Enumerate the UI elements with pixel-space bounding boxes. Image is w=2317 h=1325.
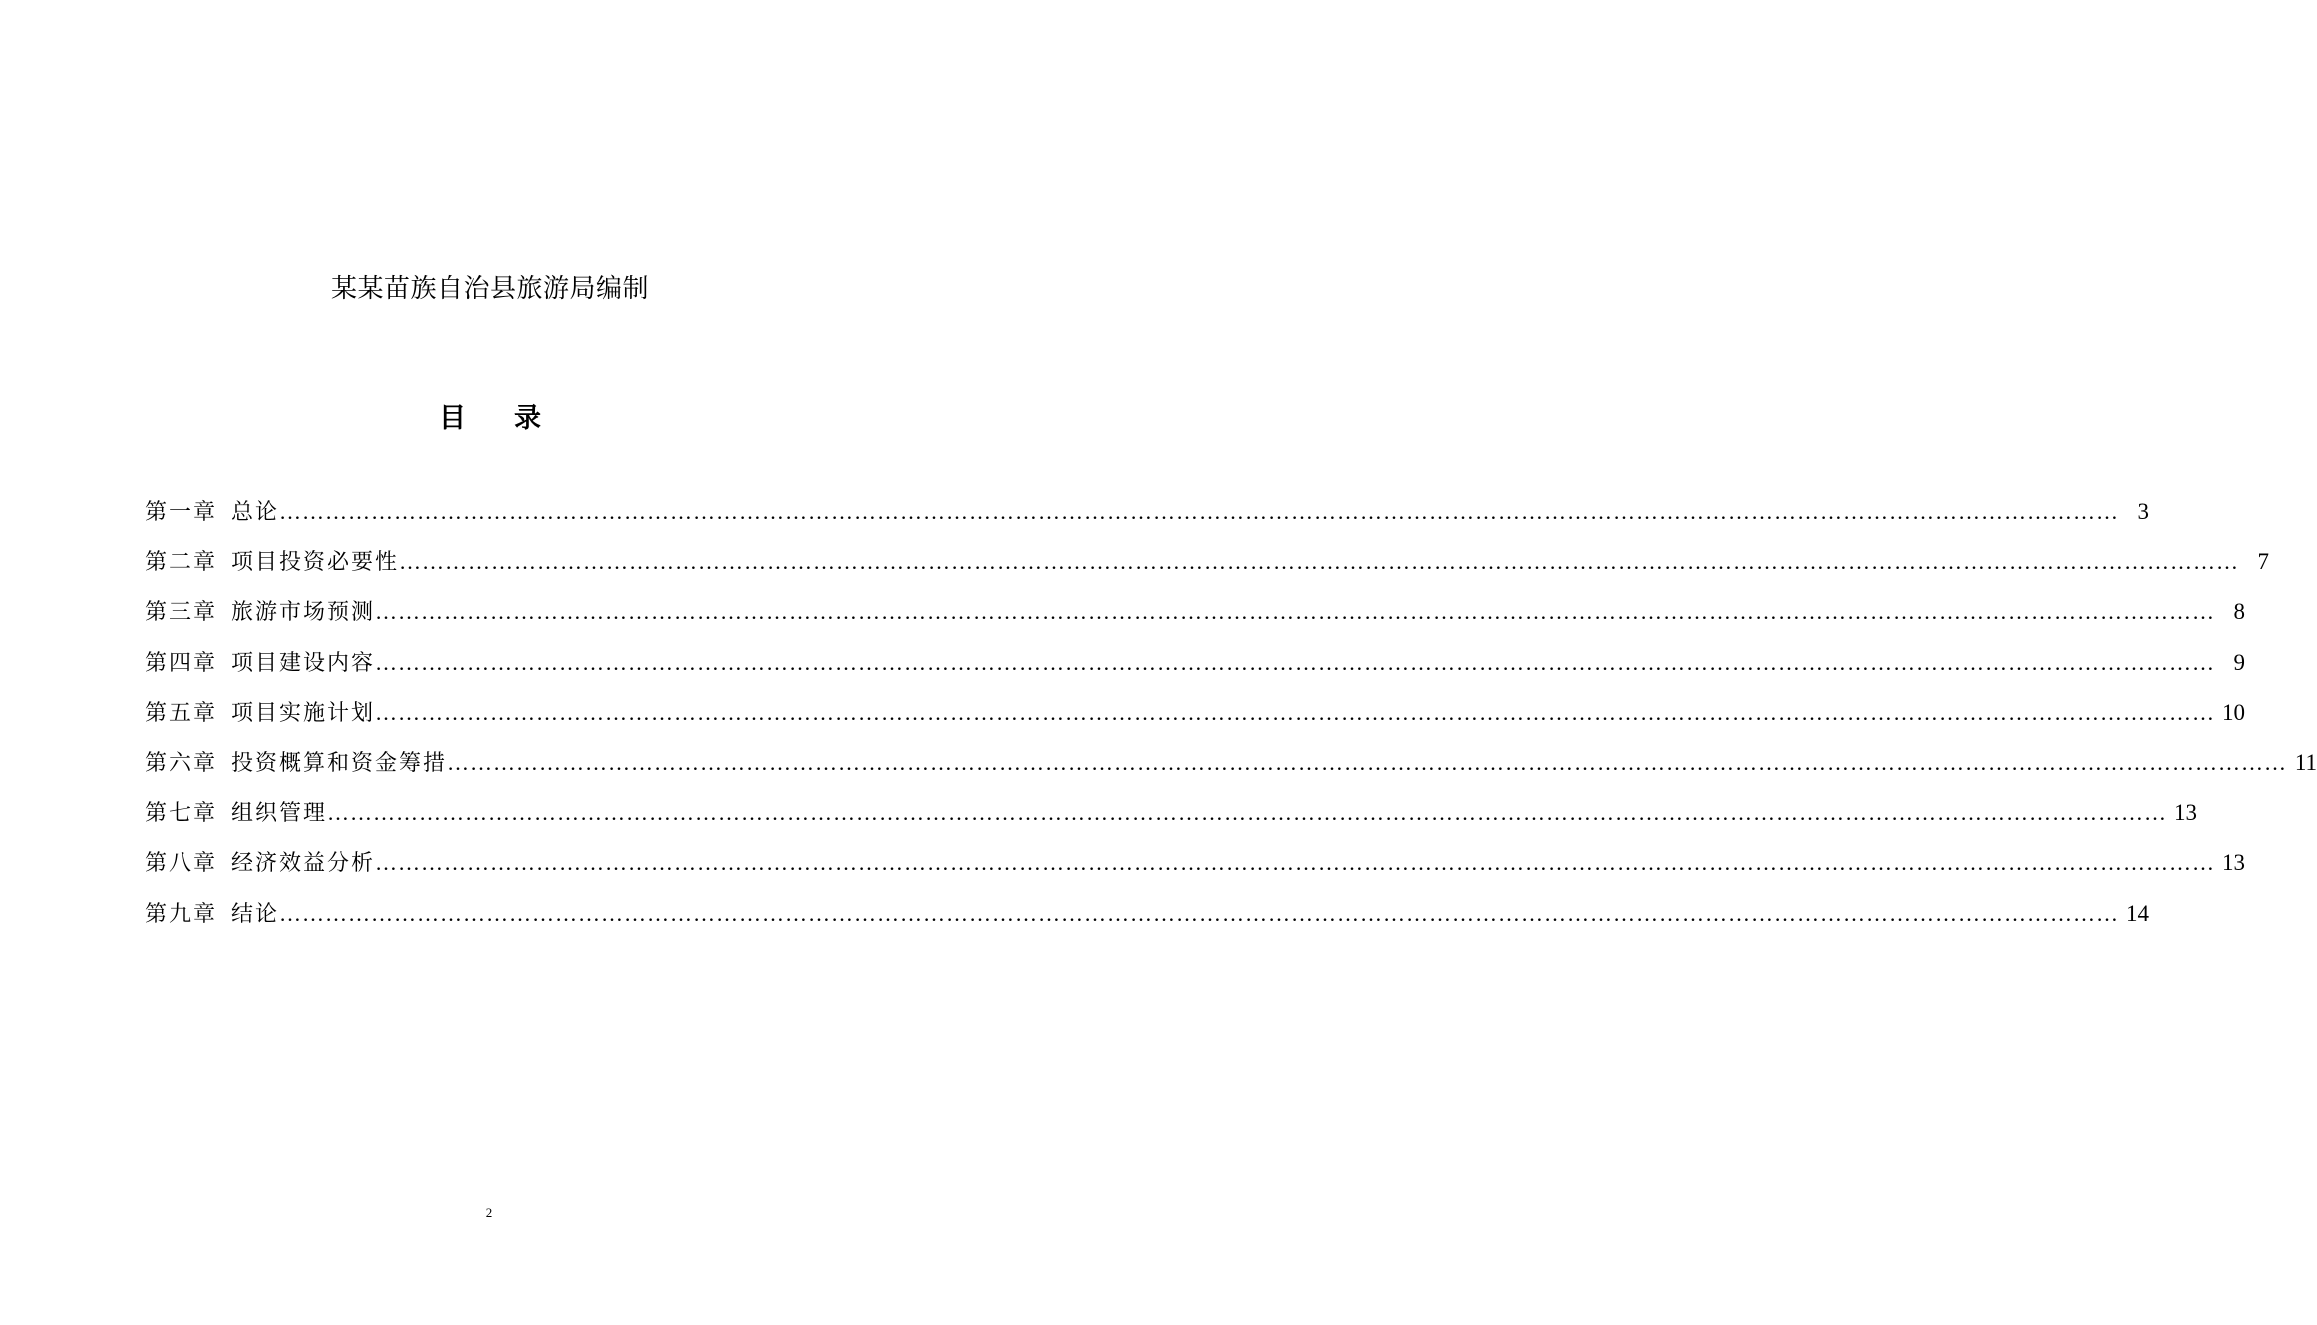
toc-entry-4[interactable] [145,646,2246,696]
toc-chapter: 第三章 [145,600,218,626]
toc-title: 总论 [231,500,280,525]
toc-leader: …………………………………………………………………………………………………………………………………………………………………………………………………………………… [375,599,2216,625]
toc-entry-9[interactable] [145,897,2150,947]
toc-entry-5[interactable] [145,696,2246,746]
toc-title: 组织管理 [231,801,328,827]
toc-chapter: 第七章 [145,801,218,827]
toc-page-number: 8 [2233,599,2246,625]
toc-chapter: 第四章 [145,650,218,676]
toc-leader: …………………………………………………………………………………………………………………………………………………………………………………………………………………… [327,800,2168,826]
toc-chapter: 第二章 [145,550,218,576]
toc-title: 项目实施计划 [231,700,376,726]
toc-chapter: 第一章 [145,500,218,525]
toc-page-number: 10 [2222,699,2246,725]
author-line: 某某苗族自治县旅游局编制 [330,274,649,304]
toc-page-number: 13 [2222,850,2246,876]
toc-page-number: 7 [2257,549,2270,575]
toc-entry-1[interactable] [145,495,2150,545]
toc-entry-7[interactable] [145,796,2198,846]
toc-chapter: 第六章 [145,750,218,776]
toc-page-number: 11 [2294,749,2317,775]
toc-leader: …………………………………………………………………………………………………………………………………………………………………………………………………………………… [279,499,2120,524]
toc-chapter: 第八章 [145,851,218,877]
toc-leader: …………………………………………………………………………………………………………………………………………………………………………………………………………………… [375,649,2216,675]
toc-title: 项目建设内容 [231,650,376,676]
page-number: 2 [485,1205,493,1220]
toc-chapter: 第五章 [145,700,218,726]
toc-chapter: 第九章 [145,901,218,927]
toc-title: 旅游市场预测 [231,600,376,626]
toc-entry-2[interactable] [145,545,2270,595]
toc-leader: …………………………………………………………………………………………………………………………………………………………………………………………………………………… [375,699,2216,725]
toc-leader: …………………………………………………………………………………………………………………………………………………………………………………………………………………… [399,549,2240,575]
toc-heading [0,396,980,435]
toc-title: 结论 [231,901,280,927]
table-of-contents [145,495,2317,947]
toc-page-number: 9 [2233,649,2246,675]
toc-entry-3[interactable] [145,595,2246,645]
toc-entry-6[interactable] [145,746,2317,796]
toc-heading-right: 录 [514,403,541,434]
toc-page-number: 13 [2174,800,2198,826]
toc-title: 经济效益分析 [231,851,376,877]
toc-leader: …………………………………………………………………………………………………………………………………………………………………………………………………………………… [375,850,2216,876]
toc-entry-8[interactable] [145,846,2246,896]
toc-page-number: 3 [2137,499,2150,524]
toc-heading-left: 目 [439,403,466,434]
toc-title: 项目投资必要性 [231,550,400,576]
toc-leader: …………………………………………………………………………………………………………………………………………………………………………………………………………………… [447,749,2288,775]
toc-leader: …………………………………………………………………………………………………………………………………………………………………………………………………………………… [279,900,2120,926]
toc-page-number: 14 [2126,900,2150,926]
toc-title: 投资概算和资金筹措 [231,750,448,776]
